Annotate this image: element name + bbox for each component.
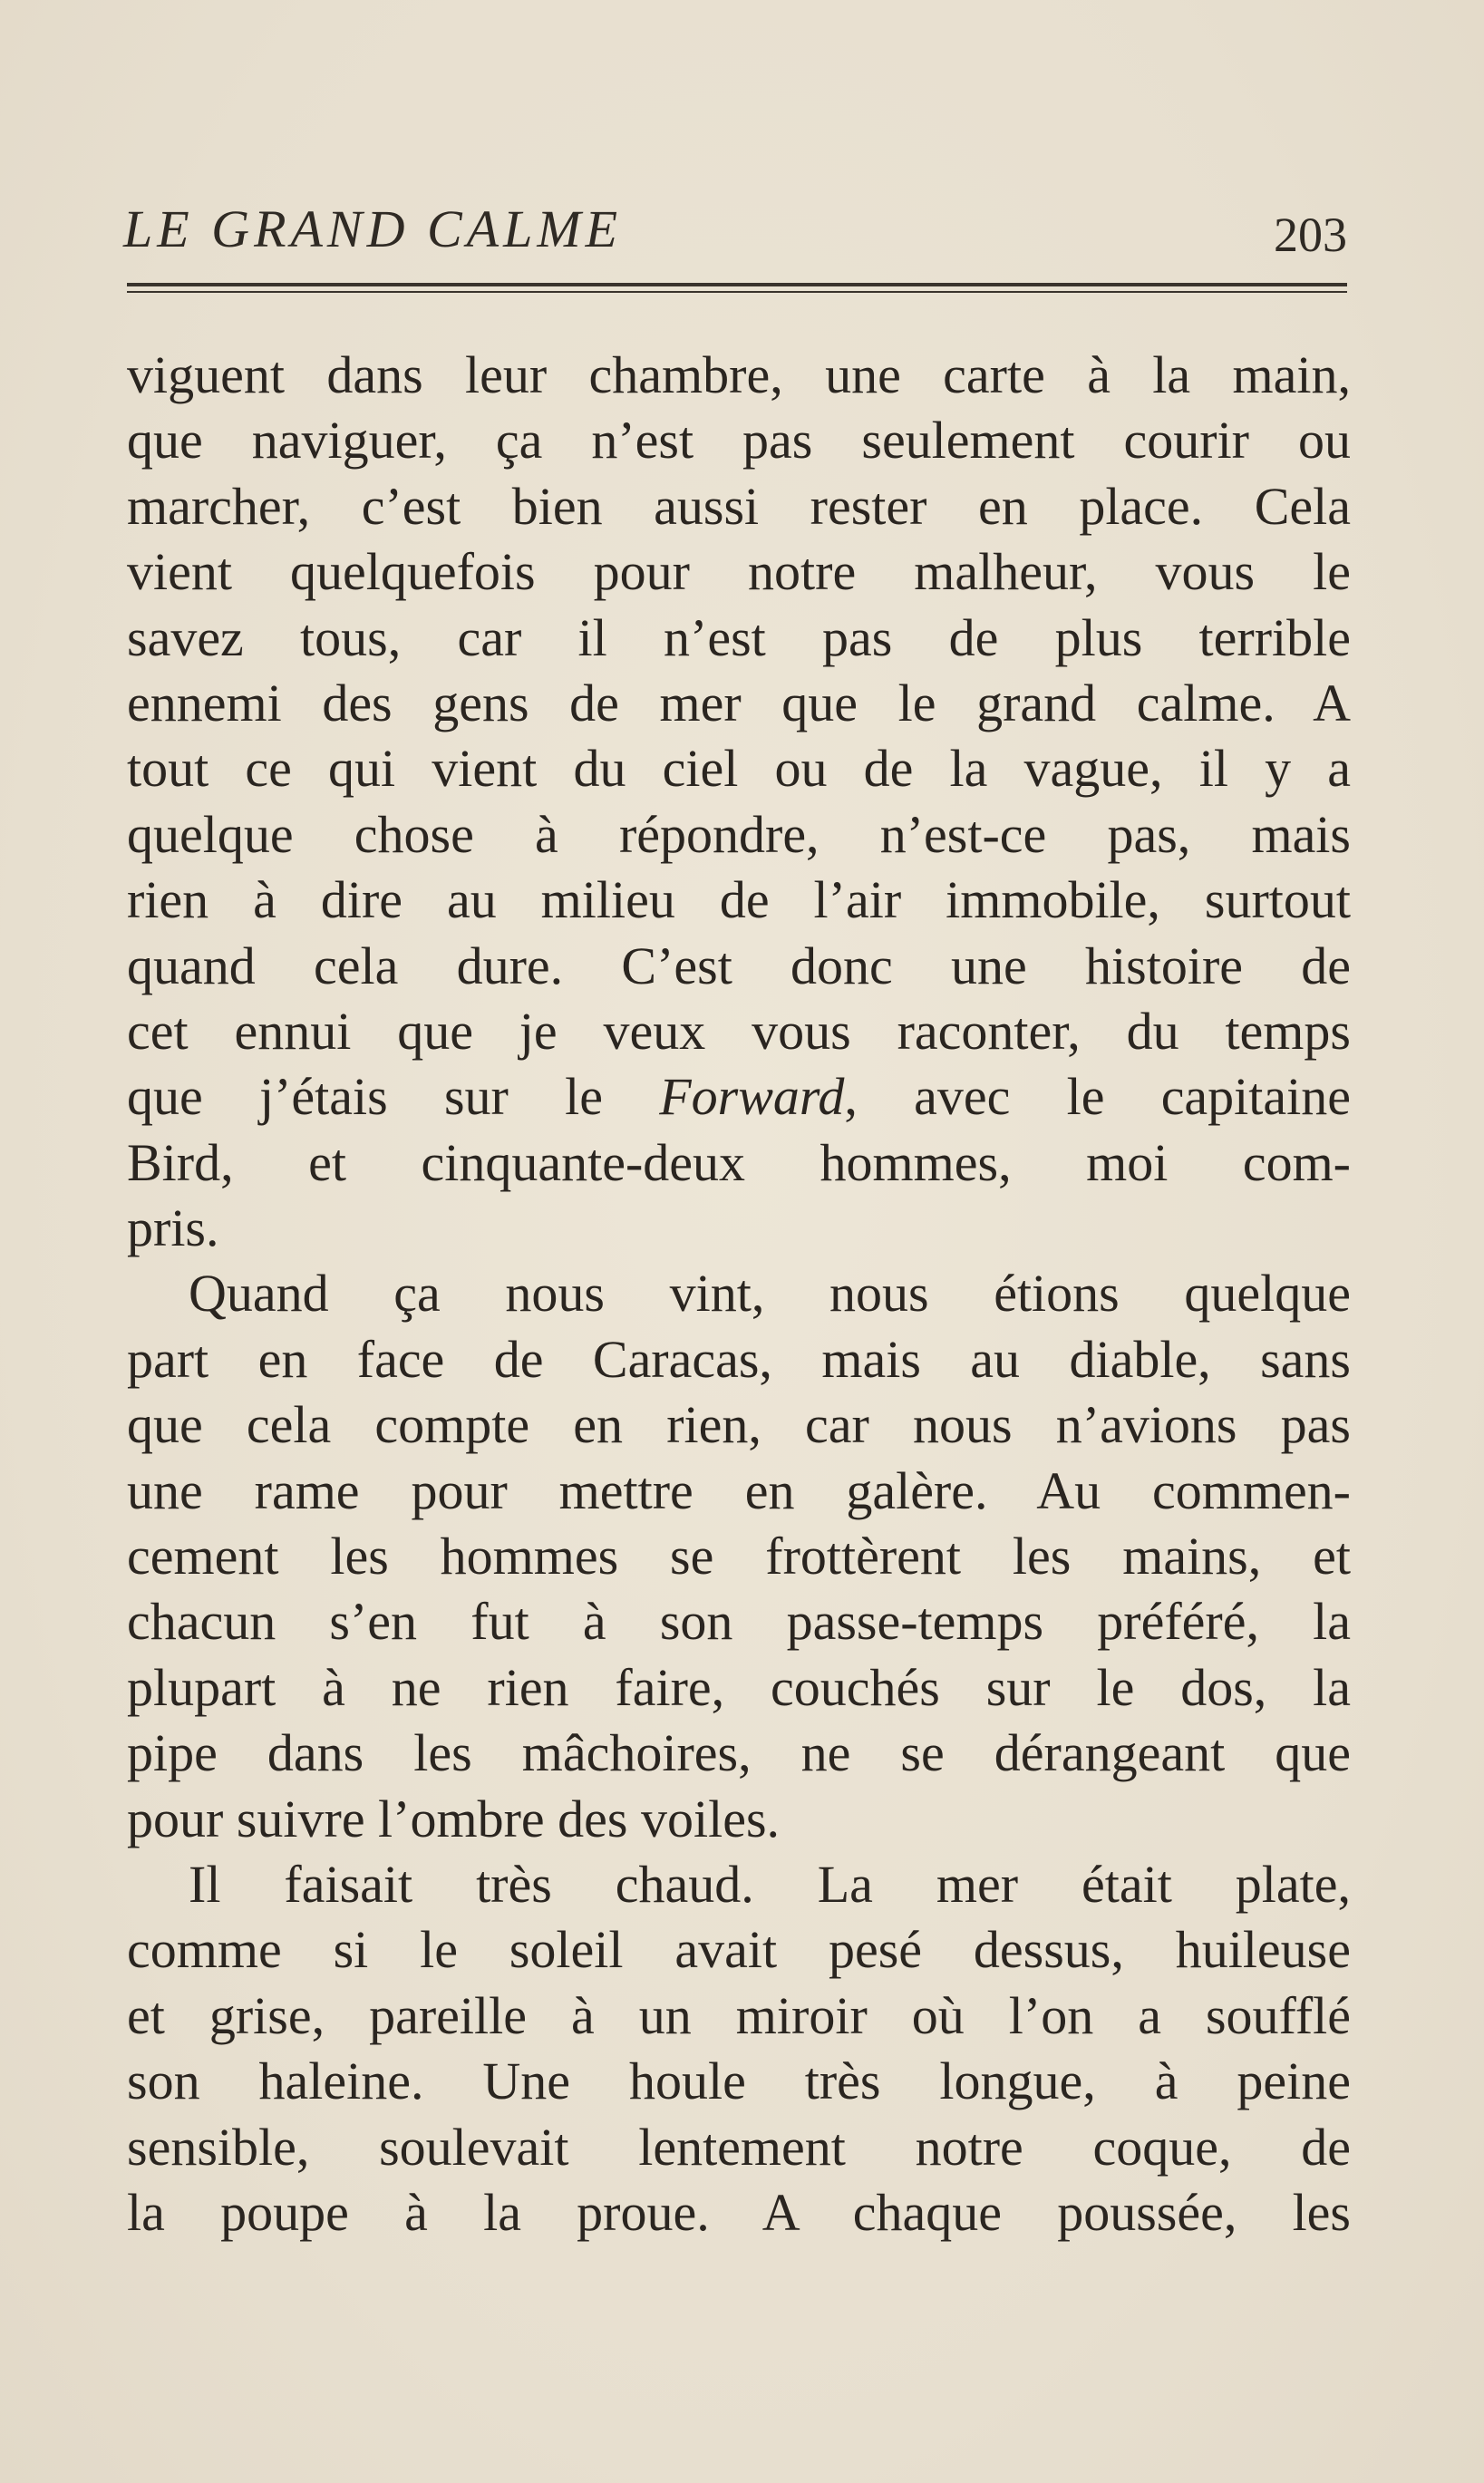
text-line: une rame pour mettre en galère. Au commen- [127, 1460, 1351, 1520]
text-line: rien à dire au milieu de l’air immobile, surtout [127, 870, 1351, 930]
text-line: que cela compte en rien, car nous n’avions pas [127, 1395, 1351, 1455]
text-line-paragraph-end: pris. [127, 1198, 219, 1258]
text-line: Bird, et cinquante-deux hommes, moi com- [127, 1132, 1351, 1192]
text-line: la poupe à la proue. A chaque poussée, les [127, 2182, 1351, 2242]
text-line: plupart à ne rien faire, couchés sur le dos, la [127, 1657, 1351, 1717]
text-line-paragraph-end: pour suivre l’ombre des voiles. [127, 1789, 781, 1848]
text-line: marcher, c’est bien aussi rester en place. Cela [127, 476, 1351, 536]
text-line: sensible, soulevait lentement notre coque, de [127, 2117, 1351, 2177]
page-number: 203 [1274, 208, 1347, 262]
text-line: cement les hommes se frottèrent les mains, et [127, 1527, 1351, 1586]
text-line-paragraph-start: Il faisait très chaud. La mer était plate, [189, 1854, 1351, 1914]
text-line: quelque chose à répondre, n’est-ce pas, mais [127, 804, 1351, 864]
text-line: cet ennui que je veux vous raconter, du temps [127, 1001, 1351, 1061]
text-line: pipe dans les mâchoires, ne se dérangeant que [127, 1723, 1351, 1783]
text-line: chacun s’en fut à son passe-temps préféré, la [127, 1592, 1351, 1652]
text-line: tout ce qui vient du ciel ou de la vague, il y a [127, 739, 1351, 799]
text-line: savez tous, car il n’est pas de plus terrible [127, 607, 1351, 667]
ship-name: Forward [659, 1067, 845, 1127]
text-line: part en face de Caracas, mais au diable, sans [127, 1329, 1351, 1389]
body-text [127, 343, 1351, 2245]
text-line-paragraph-start: Quand ça nous vint, nous étions quelque [189, 1264, 1351, 1324]
text-line [127, 1064, 1351, 1130]
running-head [123, 198, 1347, 261]
header-rule-thick [127, 283, 1347, 286]
text-line: que naviguer, ça n’est pas seulement courir ou [127, 411, 1351, 470]
text-line: ennemi des gens de mer que le grand calme. A [127, 673, 1351, 732]
text-line: comme si le soleil avait pesé dessus, huileuse [127, 1920, 1351, 1980]
chapter-title: LE GRAND CALME [123, 199, 623, 258]
text-line: quand cela dure. C’est donc une histoire de [127, 936, 1351, 995]
text-line: viguent dans leur chambre, une carte à la main, [127, 345, 1351, 404]
text-segment: , avec le capitaine [844, 1067, 1352, 1127]
text-line: vient quelquefois pour notre malheur, vous le [127, 542, 1351, 602]
text-line: et grise, pareille à un miroir où l’on a soufflé [127, 1985, 1351, 2045]
header-rule-thin [127, 291, 1347, 293]
text-line: son haleine. Une houle très longue, à peine [127, 2051, 1351, 2111]
text-segment: que j’étais sur le [127, 1067, 660, 1127]
